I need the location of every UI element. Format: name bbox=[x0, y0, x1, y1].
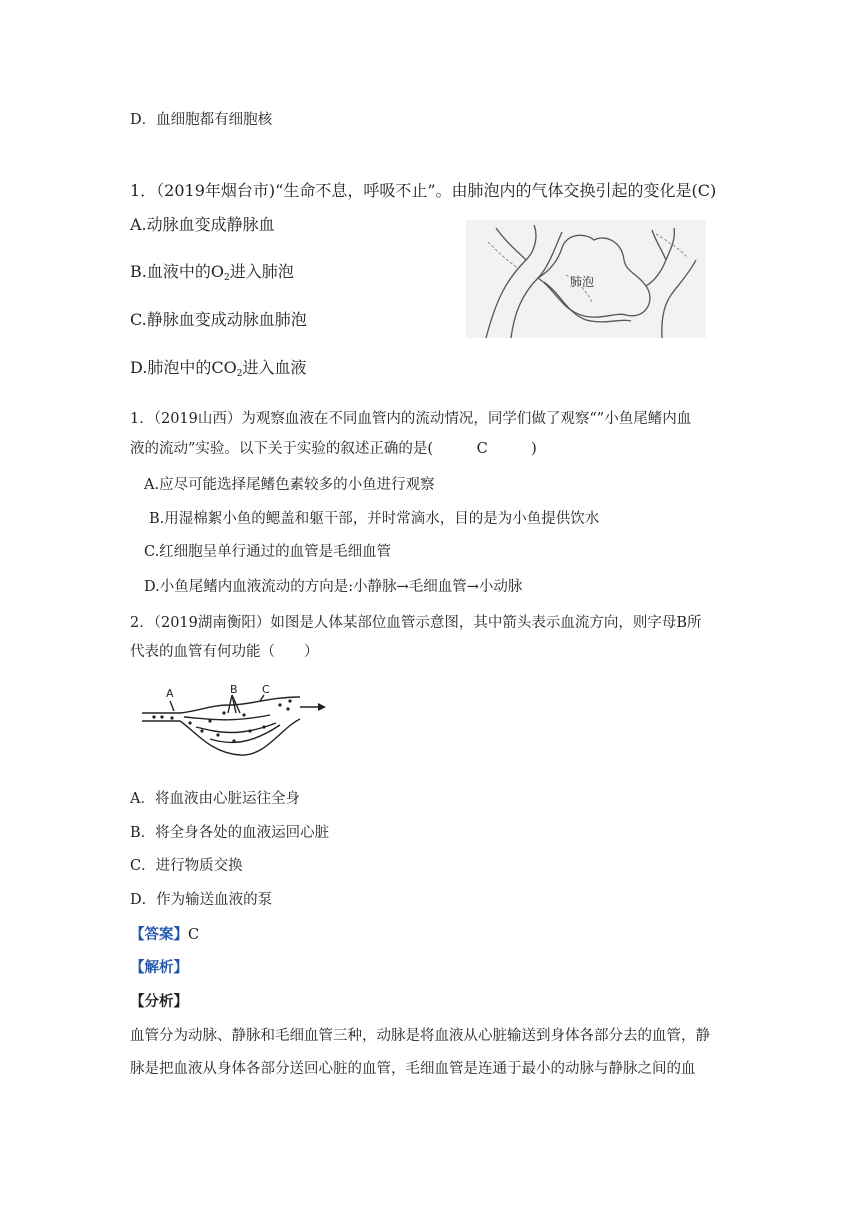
answer-tag: 【答案】 bbox=[130, 926, 188, 943]
q2-option-b: B.用湿棉絮小鱼的鳃盖和躯干部，并时常滴水，目的是为小鱼提供饮水 bbox=[149, 511, 600, 527]
label-c: C bbox=[262, 683, 270, 696]
answer-line bbox=[130, 925, 199, 945]
option-d-prev: D．血细胞都有细胞核 bbox=[130, 112, 273, 128]
q1-option-a: A.动脉血变成静脉血 bbox=[130, 215, 275, 234]
q2-option-a: A.应尽可能选择尾鳍色素较多的小鱼进行观察 bbox=[144, 477, 435, 493]
q3-stem-line2: 代表的血管有何功能（ ） bbox=[130, 644, 319, 660]
q3-option-a: A．将血液由心脏运往全身 bbox=[130, 791, 300, 807]
q2-option-c: C.红细胞呈单行通过的血管是毛细血管 bbox=[144, 544, 392, 560]
label-b: B bbox=[230, 683, 238, 696]
q3-option-b: B．将全身各处的血液运回心脏 bbox=[130, 825, 330, 841]
answer-value: C bbox=[188, 927, 200, 943]
q1-option-d: D.肺泡中的$CO_2$进入血液 bbox=[130, 358, 307, 379]
q1-option-b: B.血液中的$O_2$进入肺泡 bbox=[130, 262, 294, 283]
analysis-tag: 【解析】 bbox=[130, 959, 188, 976]
analysis-para-line1: 血管分为动脉、静脉和毛细血管三种，动脉是将血液从心脏输送到身体各部分去的血管，静 bbox=[130, 1028, 710, 1044]
q1-option-c: C.静脉血变成动脉血肺泡 bbox=[130, 310, 307, 329]
alveolus-figure bbox=[466, 220, 706, 338]
q2-option-d: D.小鱼尾鳍内血液流动的方向是:小静脉→毛细血管→小动脉 bbox=[144, 579, 523, 595]
label-a: A bbox=[166, 687, 174, 700]
capillary-figure bbox=[140, 683, 330, 759]
q3-option-d: D．作为输送血液的泵 bbox=[130, 892, 273, 908]
q2-stem-line1: 1．（2019山西）为观察血液在不同血管内的流动情况，同学们做了观察“”小鱼尾鳍内血 bbox=[130, 411, 692, 427]
q3-stem-line1: 2．（2019湖南衡阳）如图是人体某部位血管示意图，其中箭头表示血流方向，则字母B所 bbox=[130, 615, 702, 631]
alveolus-label: 肺泡 bbox=[570, 275, 595, 289]
q3-option-c: C．进行物质交换 bbox=[130, 858, 243, 874]
q2-stem-line2: 液的流动”实验。以下关于实验的叙述正确的是( C ) bbox=[130, 441, 537, 457]
q1-stem: 1．（2019年烟台市)“生命不息，呼吸不止”。由肺泡内的气体交换引起的变化是(C) bbox=[130, 181, 717, 200]
fenxi-tag: 【分析】 bbox=[130, 993, 188, 1010]
analysis-para-line2: 脉是把血液从身体各部分送回心脏的血管，毛细血管是连通于最小的动脉与静脉之间的血 bbox=[130, 1061, 696, 1077]
